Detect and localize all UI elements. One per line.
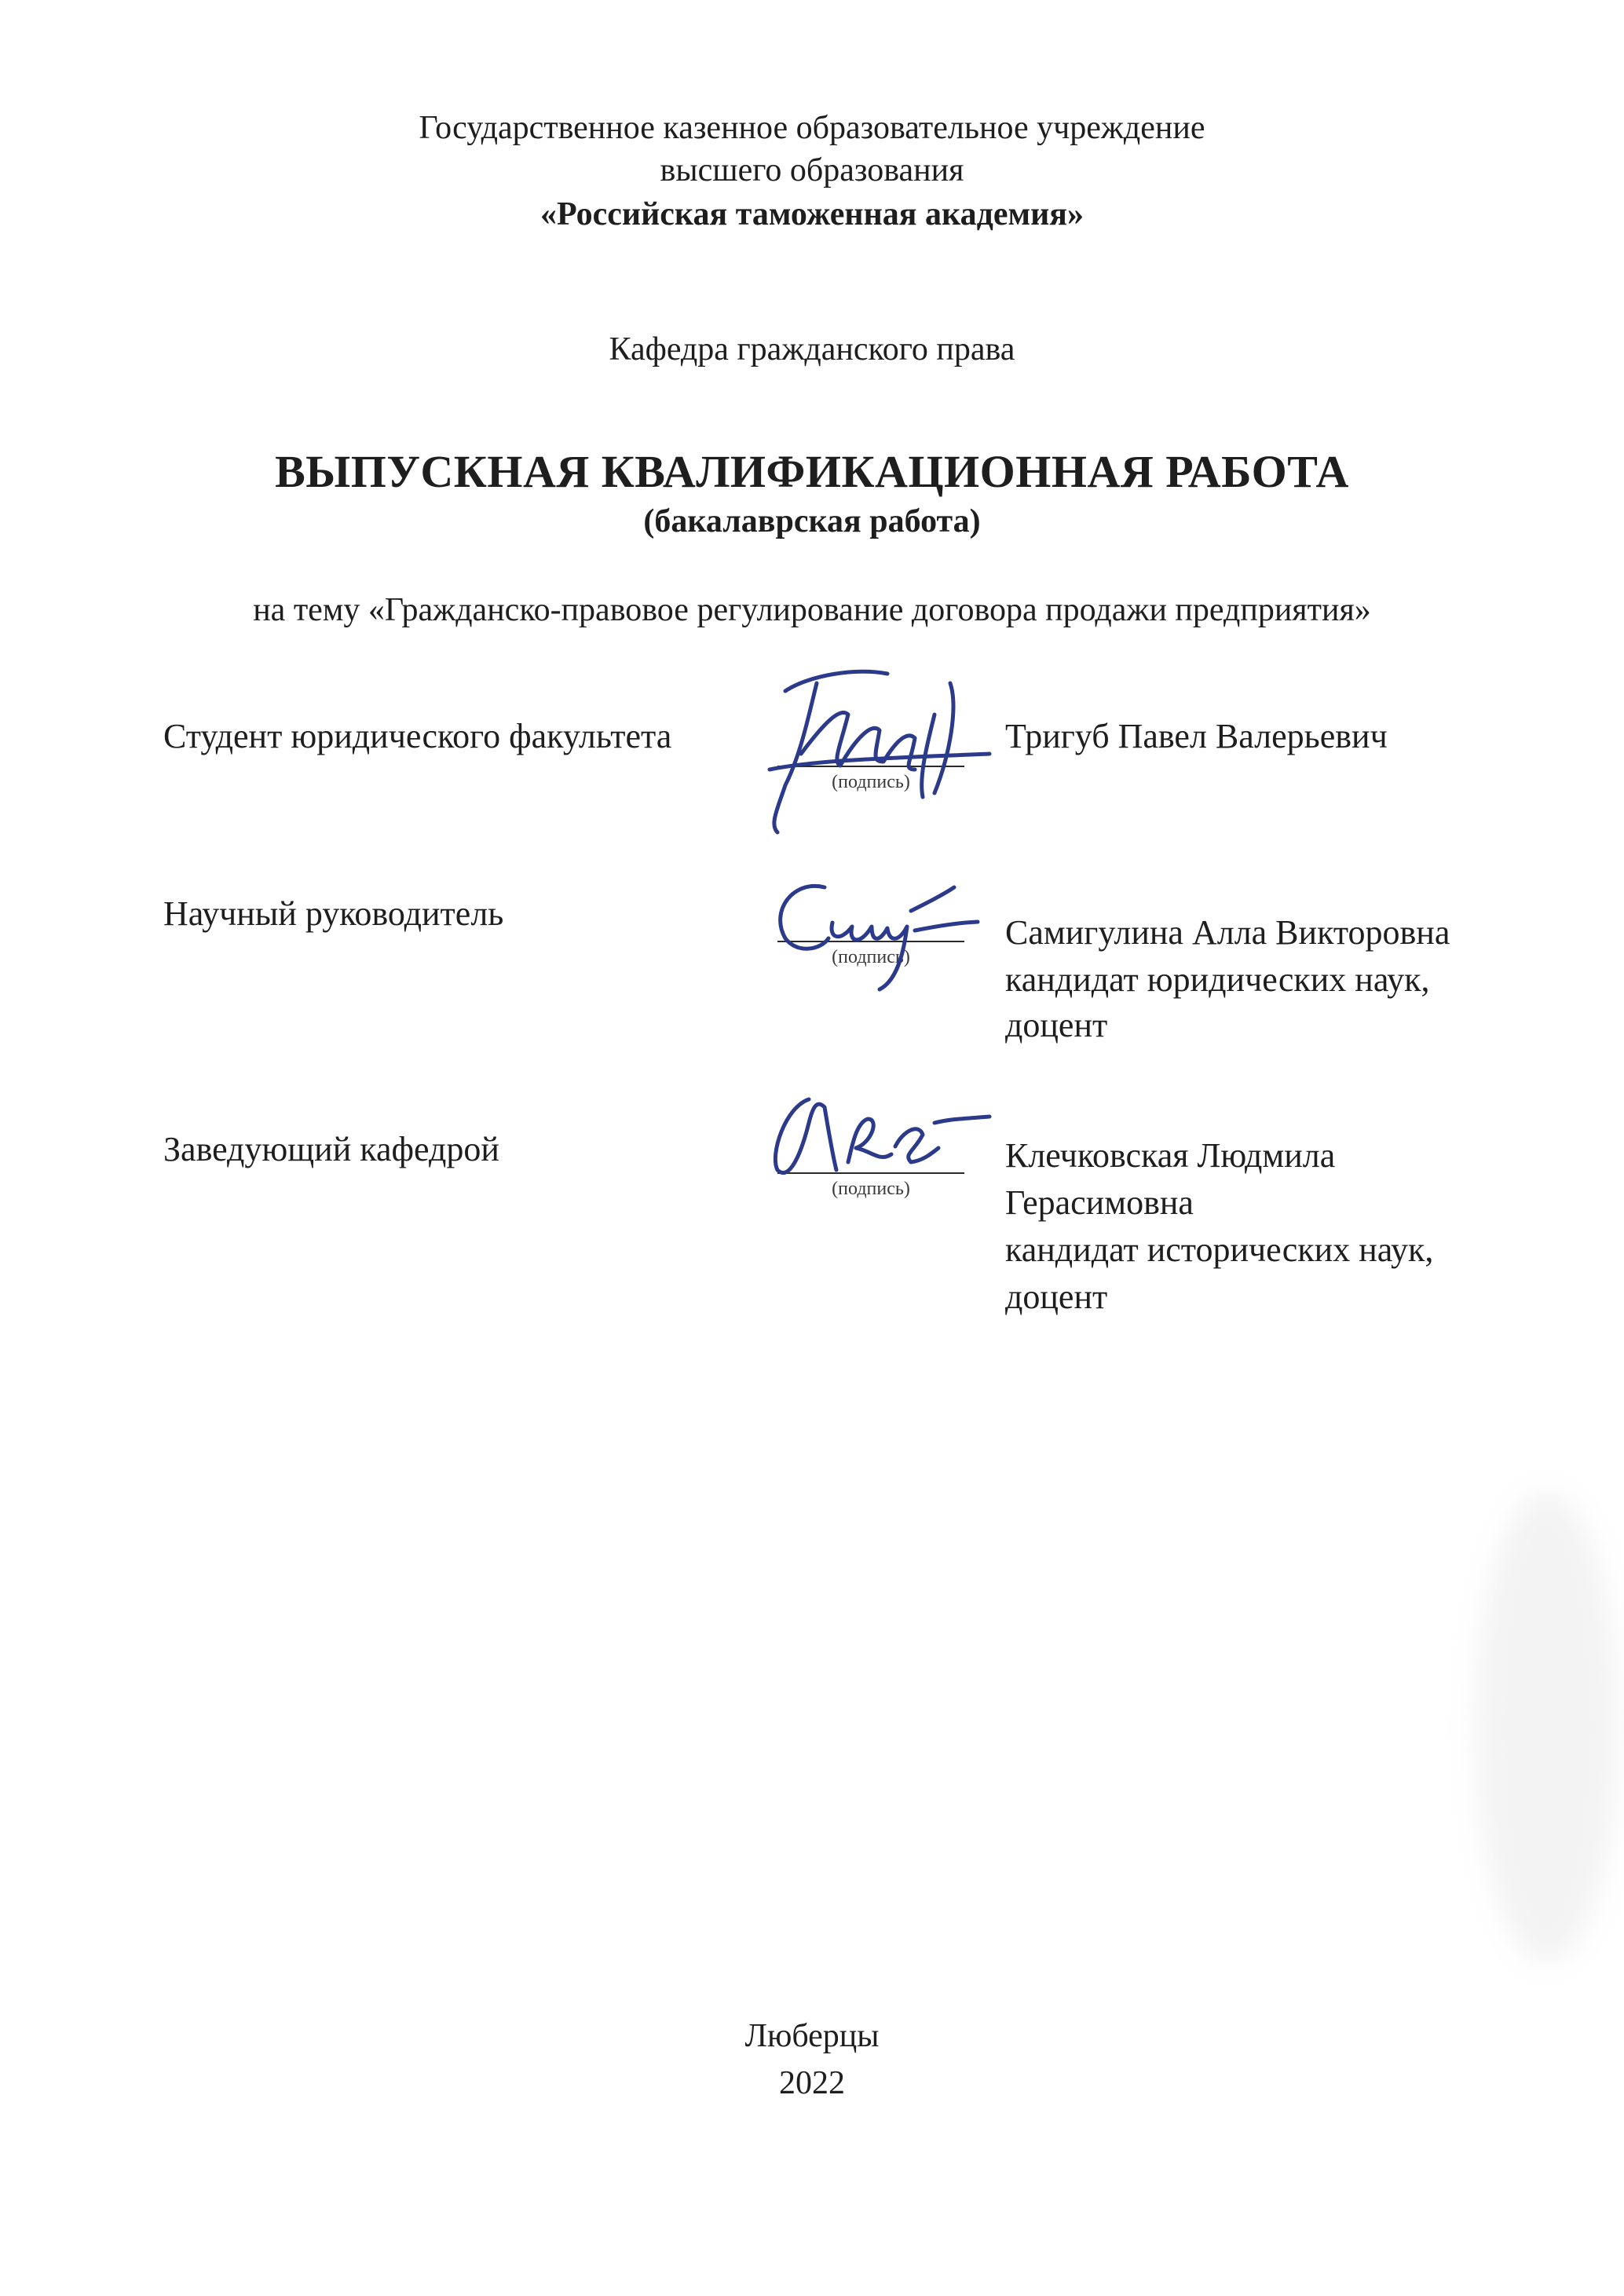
department: Кафедра гражданского права: [609, 331, 1015, 367]
city: Люберцы: [744, 2018, 880, 2054]
student-signature: [754, 660, 1005, 848]
supervisor-title: доцент: [1005, 1006, 1108, 1044]
institution-name: «Российская таможенная академия»: [540, 196, 1084, 232]
supervisor-name: Самигулина Алла Викторовна: [1005, 913, 1450, 952]
supervisor-signature: [754, 864, 989, 1005]
work-title: ВЫПУСКНАЯ КВАЛИФИКАЦИОННАЯ РАБОТА: [275, 446, 1349, 497]
signature-caption: (подпись): [832, 947, 910, 967]
signature-caption: (подпись): [832, 772, 910, 792]
head-signature: [754, 1076, 1005, 1201]
scan-smudge: [1476, 1492, 1618, 1963]
signature-caption: (подпись): [832, 1179, 910, 1199]
supervisor-role: Научный руководитель: [163, 894, 504, 933]
institution-line-2: высшего образования: [660, 152, 964, 188]
head-role: Заведующий кафедрой: [163, 1130, 499, 1168]
work-topic: на тему «Гражданско-правовое регулирование договора продажи предприятия»: [253, 592, 1371, 628]
student-role: Студент юридического факультета: [163, 717, 672, 755]
head-degree: кандидат исторических наук,: [1005, 1230, 1434, 1269]
work-subtitle: (бакалаврская работа): [643, 503, 981, 539]
head-title: доцент: [1005, 1278, 1108, 1316]
head-name-2: Герасимовна: [1005, 1183, 1194, 1222]
supervisor-degree: кандидат юридических наук,: [1005, 960, 1430, 999]
institution-line-1: Государственное казенное образовательное учреждение: [419, 110, 1205, 146]
year: 2022: [779, 2065, 845, 2101]
student-name: Тригуб Павел Валерьевич: [1005, 717, 1388, 755]
head-name-1: Клечковская Людмила: [1005, 1136, 1336, 1175]
